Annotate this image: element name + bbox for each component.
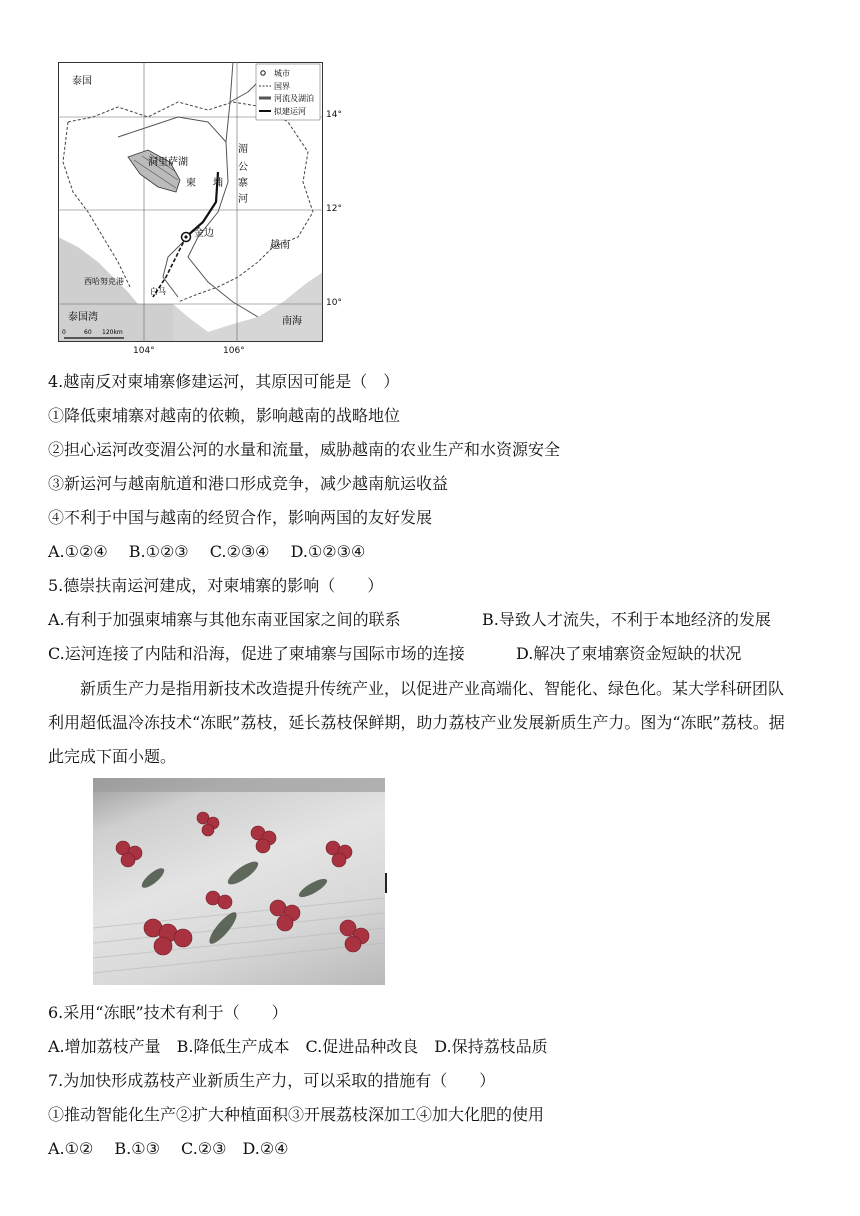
q4-options: A.①②④ B.①②③ C.②③④ D.①②③④	[48, 542, 366, 561]
gulf-sea-area	[58, 304, 173, 342]
q6-stem: 6.采用“冻眠”技术有利于（ ）	[48, 1003, 288, 1022]
label-gulf: 泰国湾	[68, 312, 98, 323]
label-tonle-sap: 洞里萨湖	[148, 157, 188, 168]
text-cursor	[385, 873, 387, 893]
q7-items: ①推动智能化生产②扩大种植面积③开展荔枝深加工④加大化肥的使用	[48, 1105, 545, 1124]
scale-60: 60	[84, 329, 92, 336]
lat-14-label: 14°	[326, 110, 342, 120]
legend-canal: 拟建运河	[274, 107, 306, 116]
label-sihanoukville: 西哈努克港	[84, 277, 124, 286]
q4-item-1: ①降低柬埔寨对越南的依赖，影响越南的战略地位	[48, 406, 401, 425]
label-mekong-c: 河	[238, 194, 248, 205]
q5-option-d: D.解决了柬埔寨资金短缺的状况	[516, 644, 742, 663]
label-baima: 白马	[150, 287, 166, 296]
q4-item-2: ②担心运河改变湄公河的水量和流量，威胁越南的农业生产和水资源安全	[48, 440, 561, 459]
q4-item-4: ④不利于中国与越南的经贸合作，影响两国的友好发展	[48, 508, 433, 527]
label-mekong-a: 湄	[238, 144, 248, 155]
q5-option-c: C.运河连接了内陆和沿海，促进了柬埔寨与国际市场的连接	[48, 644, 465, 663]
scale-120: 120km	[102, 329, 123, 336]
label-cambodia-a: 柬	[186, 178, 196, 189]
lon-104-label: 104°	[133, 346, 155, 356]
legend-city: 城市	[274, 69, 290, 78]
label-mekong-b: 公	[238, 162, 248, 173]
cambodia-canal-map	[58, 62, 323, 342]
label-phnom-penh: 金边	[194, 228, 214, 239]
south-sea-area	[173, 272, 323, 342]
q4-stem: 4.越南反对柬埔寨修建运河，其原因可能是（ ）	[48, 372, 400, 391]
q7-options: A.①② B.①③ C.②③ D.②④	[48, 1139, 289, 1158]
label-vietnam: 越南	[270, 240, 290, 251]
river-network	[118, 62, 268, 317]
label-thailand: 泰国	[72, 76, 92, 87]
q7-stem: 7.为加快形成荔枝产业新质生产力，可以采取的措施有（ ）	[48, 1071, 496, 1090]
q5-option-b: B.导致人才流失，不利于本地经济的发展	[482, 610, 771, 629]
scale-0: 0	[62, 329, 66, 336]
lat-12-label: 12°	[326, 204, 342, 214]
q4-item-3: ③新运河与越南航道和港口形成竞争，减少越南航运收益	[48, 474, 449, 493]
legend-border: 国界	[274, 82, 290, 91]
frozen-lychee-photo	[93, 778, 385, 985]
q5-stem: 5.德崇扶南运河建成，对柬埔寨的影响（ ）	[48, 576, 384, 595]
q5-option-a: A.有利于加强柬埔寨与其他东南亚国家之间的联系	[48, 610, 401, 629]
q6-options: A.增加荔枝产量 B.降低生产成本 C.促进品种改良 D.保持荔枝品质	[48, 1037, 548, 1056]
lon-106-label: 106°	[223, 346, 245, 356]
label-cambodia-b: 埔	[213, 178, 223, 189]
legend-river: 河流及湖泊	[274, 94, 314, 103]
lat-10-label: 10°	[326, 298, 342, 308]
west-coast-area	[58, 237, 138, 304]
material-paragraph: 新质生产力是指用新技术改造提升传统产业，以促进产业高端化、智能化、绿色化。某大学科研团队利用超低温冷冻技术“冻眠”荔枝，延长荔枝保鲜期，助力荔枝产业发展新质生产力。图为“冻眠”荔枝。据此完成下面小题。	[48, 679, 785, 766]
label-cambodia-c: 寨	[238, 178, 248, 189]
label-south-sea: 南海	[282, 316, 302, 327]
